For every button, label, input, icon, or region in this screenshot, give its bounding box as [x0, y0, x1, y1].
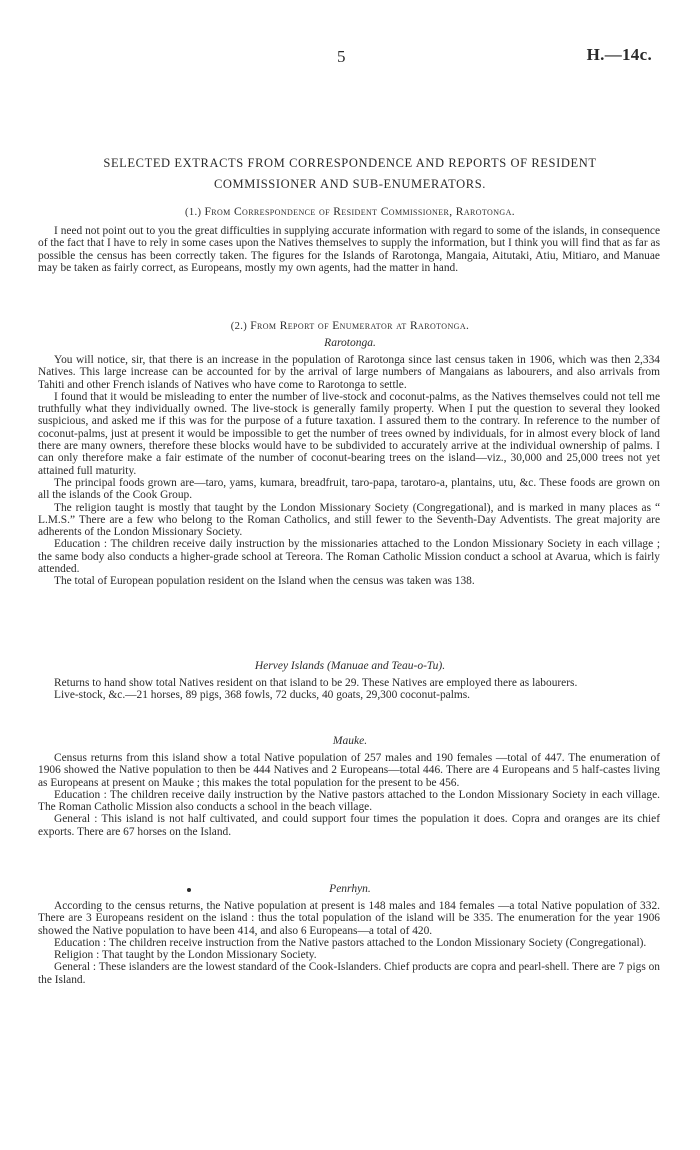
paragraph: The total of European population resident on the Island when the census was taken was 138. — [54, 575, 475, 588]
paragraph: You will notice, sir, that there is an increase in the population of Rarotonga since last census taken in 1906, which was then 2,334 Natives. This large increase can be accounted for by the arrival of large numbers of Mangaians as labourers, and also arrivals from Tahiti and other French islands of Natives who have come to Rarotonga to settle. — [38, 354, 660, 391]
section-1-body — [38, 225, 660, 274]
paragraph: Returns to hand show total Natives resident on that island to be 29. These Natives are employed there as labourers. — [54, 677, 578, 689]
section-1-title: From Correspondence of Resident Commissioner, Rarotonga. — [204, 206, 516, 218]
section-2-body — [38, 354, 660, 588]
paragraph: The principal foods grown are—taro, yams, kumara, breadfruit, taro-papa, tarotaro-a, plantains, utu, &c. These foods are grown on all the islands of the Cook Group. — [38, 476, 660, 502]
paragraph: Education : The children receive daily instruction by the Native pastors attached to the London Missionary Society in each village. The Roman Catholic Mission also conducts a school in the beach village. — [38, 788, 660, 814]
penrhyn-body — [38, 900, 660, 986]
paragraph: I need not point out to you the great difficulties in supplying accurate information with regard to some of the islands, in consequence of the fact that I have to rely in some cases upon the Natives themselves to supply the information, but I think you will find that as far as possible the census has been correctly taken. The figures for the Islands of Rarotonga, Mangaia, Aitutaki, Atiu, Mitiaro, and Manuae may be taken as fairly correct, as Europeans, mostly my own agents, had the matter in hand. — [38, 225, 660, 274]
section-2-title: From Report of Enumerator at Rarotonga. — [250, 320, 470, 332]
hervey-body — [38, 677, 660, 702]
paragraph: General : These islanders are the lowest standard of the Cook-Islanders. Chief products are copra and pearl-shell. There are 7 pigs on the Island. — [38, 961, 660, 986]
place-heading-rarotonga: Rarotonga. — [324, 337, 376, 349]
paragraph: Religion : That taught by the London Missionary Society. — [54, 949, 317, 962]
document-reference: H.—14c. — [586, 45, 652, 64]
main-title-line-1: SELECTED EXTRACTS FROM CORRESPONDENCE AND REPORTS OF RESIDENT — [103, 156, 597, 170]
paragraph: Live-stock, &c.—21 horses, 89 pigs, 368 fowls, 72 ducks, 40 goats, 29,300 coconut-palms. — [54, 689, 471, 702]
section-1-heading — [40, 206, 660, 218]
place-heading-hervey-islands: Hervey Islands (Manuae and Teau-o-Tu). — [254, 660, 446, 672]
section-2-heading — [40, 320, 660, 332]
section-1-number: (1.) — [184, 207, 202, 218]
place-heading-penrhyn: Penrhyn. — [329, 883, 371, 895]
paragraph: I found that it would be misleading to enter the number of live-stock and coconut-palms, as the Natives themselves could not tell me truthfully what they individually owned. The live-stock is generally family property. When I put the question to several they looked suspicious, and asked me if this was for the purpose of a future taxation. I assured them to the contrary. In reference to the number of coconut-palms, just at present it would be impossible to get the number of trees owned by individuals, for in almost every block of land there are many owners, therefore these blocks would have to be subdivided to accurately arrive at the individual ownership of palms. I can only therefore make a fair estimate of the number of coconut-bearing trees on the island—viz., 30,000 and 25,000 trees not yet attained full maturity. — [38, 390, 660, 477]
mauke-body — [38, 752, 660, 838]
page-number: 5 — [337, 47, 346, 66]
section-2-number: (2.) — [230, 321, 248, 332]
paragraph: The religion taught is mostly that taught by the London Missionary Society (Congregational), and is marked in many places as “ L.M.S.” There are a few who belong to the Roman Catholics, and still fewer to the Seventh-Day Adventists. The great majority are adherents of the London Missionary Society. — [38, 501, 660, 539]
paragraph: General : This island is not half cultivated, and could support four times the population it does. Copra and oranges are its chief exports. There are 67 horses on the Island. — [38, 813, 660, 838]
place-heading-mauke: Mauke. — [332, 735, 368, 747]
main-title-line-2: COMMISSIONER AND SUB-ENUMERATORS. — [213, 177, 487, 191]
paragraph: Census returns from this island show a total Native population of 257 males and 190 females —total of 447. The enumeration of 1906 showed the Native population to then be 444 Natives and 2 Europeans—total 446. There are 4 Europeans and 5 half-castes living as Europeans at present on Mauke ; this makes the total population for the present to be 456. — [38, 752, 660, 789]
paragraph: Education : The children receive daily instruction by the missionaries attached to the London Missionary Society in each village ; the same body also conducts a higher-grade school at Tereora. The Roman Catholic Mission conduct a school at Avarua, which is fairly attended. — [38, 538, 660, 576]
paragraph: Education : The children receive instruction from the Native pastors attached to the London Missionary Society (Congregational). — [54, 936, 647, 949]
paragraph: According to the census returns, the Native population at present is 148 males and 184 females —a total Native population of 332. There are 3 Europeans resident on the island : thus the total population of the island will be 335. The enumeration for the year 1906 showed the Native population to have been 414, and also 6 Europeans—a total of 420. — [38, 900, 660, 937]
